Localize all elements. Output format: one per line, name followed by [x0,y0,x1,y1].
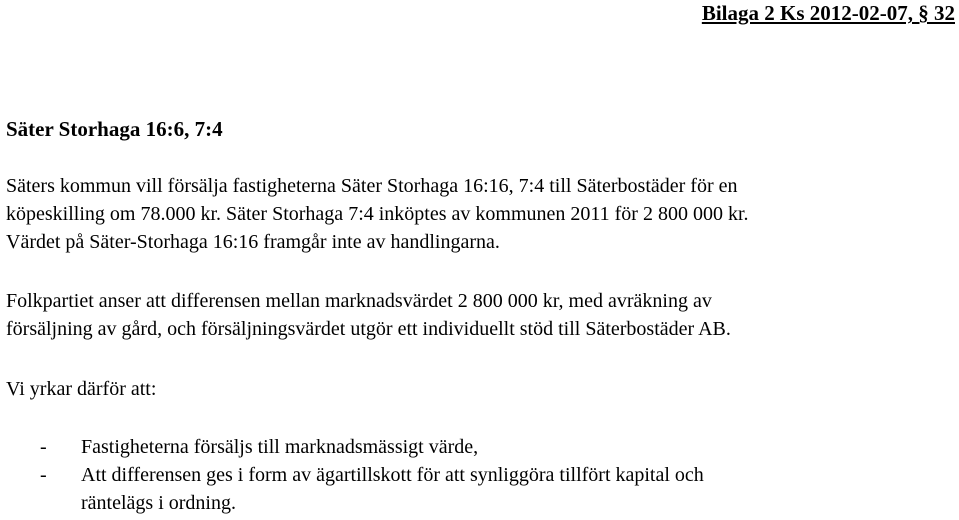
section-title: Säter Storhaga 16:6, 7:4 [6,117,223,141]
document-header: Bilaga 2 Ks 2012-02-07, § 32 [701,1,955,25]
list-item-text: Att differensen ges i form av ägartillskott för att synliggöra tillfört kapital och [81,464,704,486]
paragraph-line: Säters kommun vill försälja fastigheterna Säter Storhaga 16:16, 7:4 till Säterbostäder för en [6,175,738,197]
list-item-text: räntelägs i ordning. [81,492,236,514]
paragraph-line: Värdet på Säter-Storhaga 16:16 framgår inte av handlingarna. [6,231,500,253]
list-item-text: Fastigheterna försäljs till marknadsmässigt värde, [81,436,479,458]
dash-bullet: - [40,436,47,458]
paragraph-line: Folkpartiet anser att differensen mellan marknadsvärdet 2 800 000 kr, med avräkning av [6,290,712,312]
paragraph-line: försäljning av gård, och försäljningsvärdet utgör ett individuellt stöd till Säterbostäder AB. [6,318,731,340]
proposal-intro: Vi yrkar därför att: [6,378,157,400]
paragraph-line: köpeskilling om 78.000 kr. Säter Storhaga 7:4 inköptes av kommunen 2011 för 2 800 000 kr. [6,203,749,225]
dash-bullet: - [40,464,47,486]
